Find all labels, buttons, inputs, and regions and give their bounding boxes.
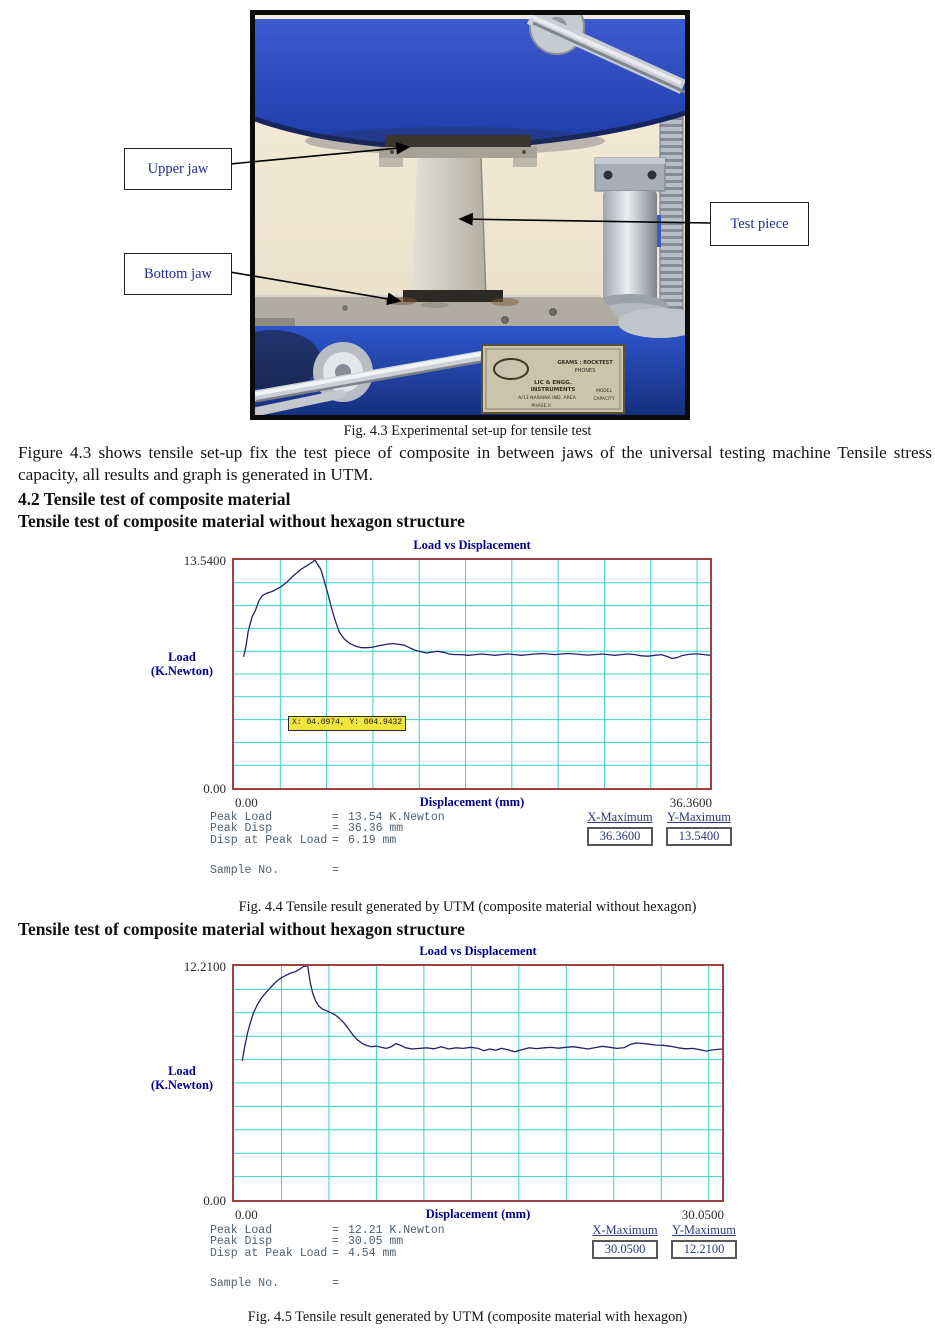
chart-title: Load vs Displacement bbox=[419, 944, 537, 958]
stat-row: Sample No. = bbox=[210, 1277, 339, 1291]
svg-text:INSTRUMENTS: INSTRUMENTS bbox=[530, 387, 576, 393]
y-axis-label: Load (K.Newton) bbox=[150, 1064, 214, 1092]
plot-area bbox=[232, 964, 724, 1202]
experimental-setup-photo bbox=[250, 10, 690, 420]
stat-row: Sample No. = bbox=[210, 864, 339, 878]
svg-text:CAPACITY: CAPACITY bbox=[593, 397, 615, 402]
result-stats bbox=[210, 812, 445, 877]
svg-text:PHONES: PHONES bbox=[574, 368, 596, 374]
test-piece-strip bbox=[412, 158, 486, 298]
x-maximum-column bbox=[592, 1223, 658, 1259]
machine-nameplate bbox=[482, 345, 624, 413]
svg-text:A/13 NARAINA IND. AREA: A/13 NARAINA IND. AREA bbox=[518, 396, 576, 401]
figure-4-3-caption: Fig. 4.3 Experimental set-up for tensile test bbox=[343, 423, 592, 439]
svg-text:PHASE II: PHASE II bbox=[531, 404, 551, 409]
y-maximum-value: 13.5400 bbox=[666, 827, 732, 846]
svg-text:GRAMS : ROCKTEST: GRAMS : ROCKTEST bbox=[557, 360, 613, 366]
x-max-tick: 36.3600 bbox=[669, 795, 712, 810]
y-max-tick: 13.5400 bbox=[183, 553, 226, 568]
stat-row: Peak Disp = 30.05 mm bbox=[210, 1235, 404, 1249]
stat-row: Peak Load = 12.21 K.Newton bbox=[210, 1224, 445, 1237]
y-max-tick: 12.2100 bbox=[183, 959, 226, 974]
chart-title: Load vs Displacement bbox=[413, 538, 531, 552]
upper-jaw-callout bbox=[124, 148, 232, 190]
subheading-without-hexagon-2: Tensile test of composite material without hexagon structure bbox=[18, 919, 465, 939]
maxima-readouts bbox=[587, 810, 732, 846]
x-axis-label: Displacement (mm) bbox=[419, 795, 525, 809]
utm-machine-illustration bbox=[255, 15, 685, 415]
x-maximum-value: 36.3600 bbox=[587, 827, 653, 846]
x-maximum-header: X-Maximum bbox=[587, 810, 653, 824]
y-maximum-column bbox=[671, 1223, 737, 1259]
x-maximum-value: 30.0500 bbox=[592, 1240, 658, 1259]
stat-row: Disp at Peak Load = 6.19 mm bbox=[210, 833, 397, 847]
x-max-tick: 30.0500 bbox=[681, 1207, 724, 1222]
body-paragraph: Figure 4.3 shows tensile set-up fix the test piece of composite in between jaws of the universal testing machine Tensile stress capacity, all results and graph is generated in UTM. bbox=[18, 443, 932, 484]
y-maximum-column bbox=[666, 810, 732, 846]
svg-text:MODEL: MODEL bbox=[596, 389, 612, 394]
x-axis-label: Displacement (mm) bbox=[425, 1207, 531, 1221]
cursor-readout: X: 04.0974, Y: 004.9432 bbox=[288, 716, 406, 731]
y-maximum-header: Y-Maximum bbox=[667, 810, 731, 824]
utm-result-chart-1 bbox=[0, 538, 935, 900]
plot-area bbox=[232, 558, 712, 790]
bottom-jaw-callout bbox=[124, 253, 232, 295]
x-maximum-header: X-Maximum bbox=[592, 1223, 658, 1237]
y-maximum-header: Y-Maximum bbox=[672, 1223, 736, 1237]
load-displacement-curve bbox=[234, 560, 710, 788]
bottom-jaw-label: Bottom jaw bbox=[143, 265, 213, 282]
test-piece-callout bbox=[710, 202, 809, 246]
maxima-readouts bbox=[592, 1223, 737, 1259]
test-piece-label: Test piece bbox=[730, 215, 789, 232]
svg-text:LIC & ENGG.: LIC & ENGG. bbox=[534, 380, 572, 386]
y-min-tick: 0.00 bbox=[203, 781, 226, 796]
stat-row: Peak Load = 13.54 K.Newton bbox=[210, 811, 445, 824]
figure-4-5-caption: Fig. 4.5 Tensile result generated by UTM (composite material with hexagon) bbox=[247, 1309, 688, 1325]
x-min-tick: 0.00 bbox=[235, 1207, 258, 1222]
result-stats bbox=[210, 1225, 445, 1290]
stat-row: Peak Disp = 36.36 mm bbox=[210, 822, 404, 836]
figure-4-4-caption: Fig. 4.4 Tensile result generated by UTM (composite material without hexagon) bbox=[238, 899, 697, 915]
y-axis-label: Load (K.Newton) bbox=[150, 650, 214, 678]
subheading-without-hexagon-1: Tensile test of composite material without hexagon structure bbox=[18, 511, 465, 531]
upper-jaw-label: Upper jaw bbox=[147, 160, 209, 177]
x-min-tick: 0.00 bbox=[235, 795, 258, 810]
section-heading-4-2: 4.2 Tensile test of composite material bbox=[18, 489, 291, 509]
y-maximum-value: 12.2100 bbox=[671, 1240, 737, 1259]
load-displacement-curve bbox=[234, 966, 722, 1200]
utm-result-chart-2 bbox=[0, 944, 935, 1310]
stat-row: Disp at Peak Load = 4.54 mm bbox=[210, 1246, 397, 1260]
y-min-tick: 0.00 bbox=[203, 1193, 226, 1208]
x-maximum-column bbox=[587, 810, 653, 846]
